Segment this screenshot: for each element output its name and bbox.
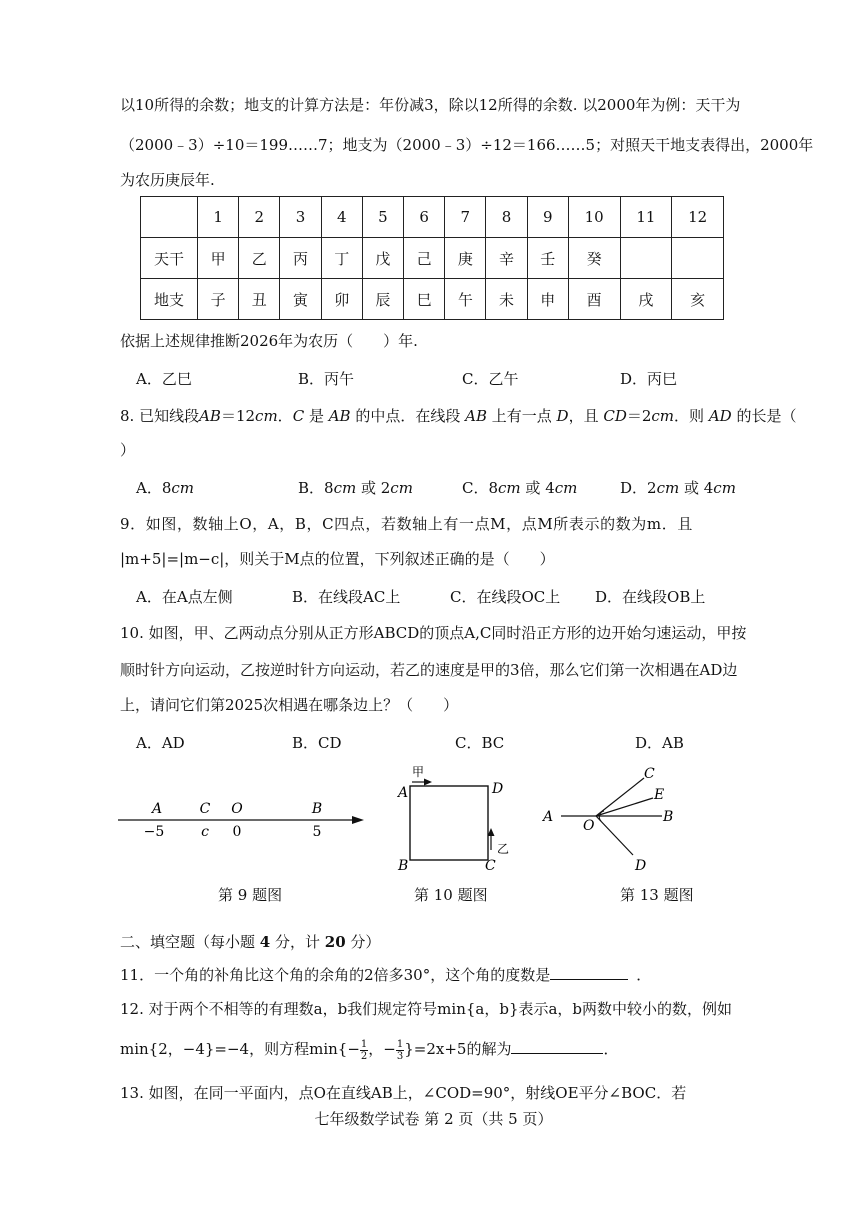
value-label-o: 0 xyxy=(232,824,242,840)
value-label-c: c xyxy=(201,824,209,840)
corner-label-a: A xyxy=(398,785,409,801)
table-cell xyxy=(141,197,198,238)
option-text: 或 2 xyxy=(356,479,391,497)
q10-line-1: 10. 如图，甲、乙两动点分别从正方形ABCD的顶点A,C同时沿正方形的边开始匀速运动，甲按 xyxy=(120,624,747,642)
table-cell: 丁 xyxy=(321,238,362,279)
q8-option-b[interactable] xyxy=(298,477,413,499)
q8-unit: cm xyxy=(651,407,675,425)
corner-label-b: B xyxy=(398,858,409,874)
table-cell: 庚 xyxy=(445,238,486,279)
q10-option-c[interactable]: C．BC xyxy=(455,734,505,752)
table-cell: 甲 xyxy=(198,238,239,279)
q12-text: min{2，−4}=−4，则方程min{− xyxy=(120,1040,360,1058)
table-cell: 戌 xyxy=(620,279,672,320)
intro-line-3: 为农历庚辰年. xyxy=(120,171,215,189)
option-text: A．8 xyxy=(136,479,172,497)
table-cell: 卯 xyxy=(321,279,362,320)
option-unit: cm xyxy=(498,479,521,497)
fraction-third xyxy=(396,1039,404,1062)
table-cell: 10 xyxy=(568,197,620,238)
table-cell: 2 xyxy=(239,197,280,238)
q8-text: ． xyxy=(277,407,293,425)
table-cell: 12 xyxy=(672,197,724,238)
q8-text: 是 xyxy=(304,407,329,425)
fraction-denominator: 2 xyxy=(360,1050,368,1062)
intro-line-1: 以10所得的余数；地支的计算方法是：年份减3，除以12所得的余数. 以2000年为例：天干为 xyxy=(120,96,741,114)
section-title-number: 4 xyxy=(259,933,271,951)
q7-stem: 依据上述规律推断2026年为农历（ ）年. xyxy=(120,332,418,350)
option-text: C．8 xyxy=(462,479,499,497)
q8-var: AB xyxy=(328,407,351,425)
q8-var: AD xyxy=(708,407,732,425)
q8-text: 上有一点 xyxy=(486,407,557,425)
option-unit: cm xyxy=(171,479,195,497)
ray-label-e: E xyxy=(654,787,665,803)
value-label-b: 5 xyxy=(312,824,322,840)
figure-13-angles xyxy=(538,762,688,874)
corner-label-c: C xyxy=(485,858,496,874)
q8-text: ＝2 xyxy=(626,407,652,425)
q10-option-d[interactable]: D．AB xyxy=(635,734,684,752)
point-label-c: C xyxy=(199,801,211,817)
q10-option-a[interactable]: A．AD xyxy=(136,734,185,752)
point-label-a: A xyxy=(151,801,163,817)
table-cell: 子 xyxy=(198,279,239,320)
table-row-tiangan xyxy=(141,238,724,279)
table-cell: 壬 xyxy=(527,238,568,279)
figure-13-caption: 第 13 题图 xyxy=(620,886,694,904)
table-cell: 1 xyxy=(198,197,239,238)
table-cell: 亥 xyxy=(672,279,724,320)
q8-text: ＝12 xyxy=(220,407,256,425)
table-header-row xyxy=(141,197,724,238)
fraction-denominator: 3 xyxy=(396,1050,404,1062)
q12-text: }=2x+5的解为 xyxy=(404,1040,512,1058)
section-title-text: 二、填空题（每小题 xyxy=(120,933,260,951)
table-cell: 辰 xyxy=(362,279,403,320)
figure-10-square xyxy=(390,762,525,874)
q8-option-c[interactable] xyxy=(462,477,577,499)
q8-text: ．则 xyxy=(674,407,709,425)
table-cell: 未 xyxy=(486,279,527,320)
option-unit: cm xyxy=(713,479,736,497)
q8-var: AB xyxy=(465,407,487,425)
option-text: 或 4 xyxy=(520,479,555,497)
q8-text: 的长是（ xyxy=(731,407,797,425)
value-label-a: −5 xyxy=(143,824,165,840)
ray-label-d: D xyxy=(635,858,647,874)
q11-text: 11．一个角的补角比这个角的余角的2倍多30°，这个角的度数是 xyxy=(120,966,551,984)
q11-stem xyxy=(120,963,651,986)
q9-option-c[interactable]: C．在线段OC上 xyxy=(450,588,561,606)
option-unit: cm xyxy=(656,479,680,497)
q8-option-a[interactable] xyxy=(136,477,194,499)
q7-option-c[interactable]: C．乙午 xyxy=(462,370,519,388)
table-cell: 戊 xyxy=(362,238,403,279)
table-cell: 丑 xyxy=(239,279,280,320)
section-2-title xyxy=(120,931,380,953)
table-cell: 巳 xyxy=(404,279,445,320)
q13-line-1: 13. 如图，在同一平面内，点O在直线AB上，∠COD=90°，射线OE平分∠BOC．若 xyxy=(120,1084,687,1102)
q8-stem-line2: ） xyxy=(120,441,136,459)
table-cell: 6 xyxy=(404,197,445,238)
ray-label-b: B xyxy=(663,809,674,825)
q9-option-b[interactable]: B．在线段AC上 xyxy=(292,588,401,606)
q9-option-a[interactable]: A．在A点左侧 xyxy=(136,588,233,606)
q8-text: 的中点．在线段 xyxy=(350,407,466,425)
q9-line-2: |m+5|=|m−c|，则关于M点的位置，下列叙述正确的是（ ） xyxy=(120,550,555,568)
fraction-numerator: 1 xyxy=(360,1038,368,1050)
table-cell xyxy=(672,238,724,279)
table-cell: 酉 xyxy=(568,279,620,320)
section-title-text: 分，计 xyxy=(270,933,325,951)
ray-label-c: C xyxy=(644,766,655,782)
q10-line-3: 上，请问它们第2025次相遇在哪条边上？（ ） xyxy=(120,696,459,714)
q11-answer-blank[interactable] xyxy=(550,963,628,980)
q11-end: ． xyxy=(636,966,652,984)
figure-9-caption: 第 9 题图 xyxy=(218,886,283,904)
option-unit: cm xyxy=(333,479,357,497)
q12-end: ． xyxy=(603,1040,619,1058)
table-cell: 辛 xyxy=(486,238,527,279)
page-footer: 七年级数学试卷 第 2 页（共 5 页） xyxy=(314,1110,553,1128)
table-cell: 7 xyxy=(445,197,486,238)
section-title-number: 20 xyxy=(324,933,346,951)
q9-option-d[interactable]: D．在线段OB上 xyxy=(595,588,706,606)
q7-option-b[interactable]: B．丙午 xyxy=(298,370,355,388)
table-cell: 地支 xyxy=(141,279,198,320)
q8-var: D xyxy=(556,407,569,425)
yi-label: 乙 xyxy=(497,842,510,856)
point-label-o: O xyxy=(583,818,595,834)
table-cell: 3 xyxy=(280,197,321,238)
q10-option-b[interactable]: B．CD xyxy=(292,734,342,752)
q8-var: C xyxy=(292,407,305,425)
q8-text: ，且 xyxy=(568,407,604,425)
q12-line-2 xyxy=(120,1037,618,1062)
q8-var: CD xyxy=(603,407,627,425)
table-cell: 癸 xyxy=(568,238,620,279)
table-cell: 天干 xyxy=(141,238,198,279)
table-cell: 寅 xyxy=(280,279,321,320)
option-text: D．2 xyxy=(620,479,657,497)
q12-line-1: 12. 对于两个不相等的有理数a，b我们规定符号min{a，b}表示a，b两数中较小的数，例如 xyxy=(120,1000,733,1018)
table-cell: 11 xyxy=(620,197,672,238)
intro-line-2: （2000﹣3）÷10＝199……7；地支为（2000﹣3）÷12＝166……5；对照天干地支表得出，2000年 xyxy=(120,136,814,154)
table-cell: 午 xyxy=(445,279,486,320)
table-cell: 8 xyxy=(486,197,527,238)
figure-9-number-line xyxy=(112,790,374,850)
option-unit: cm xyxy=(554,479,578,497)
jia-label: 甲 xyxy=(412,765,425,779)
table-row-dizhi xyxy=(141,279,724,320)
table-cell: 9 xyxy=(527,197,568,238)
option-unit: cm xyxy=(390,479,413,497)
q9-line-1: 9．如图，数轴上O，A，B，C四点，若数轴上有一点M，点M所表示的数为m．且 xyxy=(120,515,693,533)
q8-stem xyxy=(120,405,796,427)
point-label-o: O xyxy=(231,801,243,817)
ray-label-a: A xyxy=(543,809,554,825)
section-title-text: 分） xyxy=(345,933,381,951)
table-cell: 乙 xyxy=(239,238,280,279)
option-text: 或 4 xyxy=(679,479,714,497)
q7-option-d[interactable]: D．丙巳 xyxy=(620,370,678,388)
table-cell: 己 xyxy=(404,238,445,279)
q12-text: ，− xyxy=(368,1040,396,1058)
q8-text: 8. 已知线段 xyxy=(120,407,200,425)
fraction-numerator: 1 xyxy=(396,1038,404,1050)
table-cell: 申 xyxy=(527,279,568,320)
q7-option-a[interactable]: A．乙巳 xyxy=(136,370,192,388)
point-label-b: B xyxy=(311,801,323,817)
option-text: B．8 xyxy=(298,479,334,497)
table-cell: 丙 xyxy=(280,238,321,279)
jia-arrowhead-icon xyxy=(424,779,432,786)
corner-label-d: D xyxy=(492,781,504,797)
q12-answer-blank[interactable] xyxy=(511,1037,603,1054)
q8-unit: cm xyxy=(255,407,278,425)
q10-line-2: 顺时针方向运动，乙按逆时针方向运动，若乙的速度是甲的3倍，那么它们第一次相遇在AD边 xyxy=(120,661,738,679)
table-cell: 4 xyxy=(321,197,362,238)
figure-10-caption: 第 10 题图 xyxy=(414,886,488,904)
q8-option-d[interactable] xyxy=(620,477,736,499)
q8-var: AB xyxy=(199,407,221,425)
tiangan-dizhi-table xyxy=(140,196,724,320)
table-cell xyxy=(620,238,672,279)
table-cell: 5 xyxy=(362,197,403,238)
